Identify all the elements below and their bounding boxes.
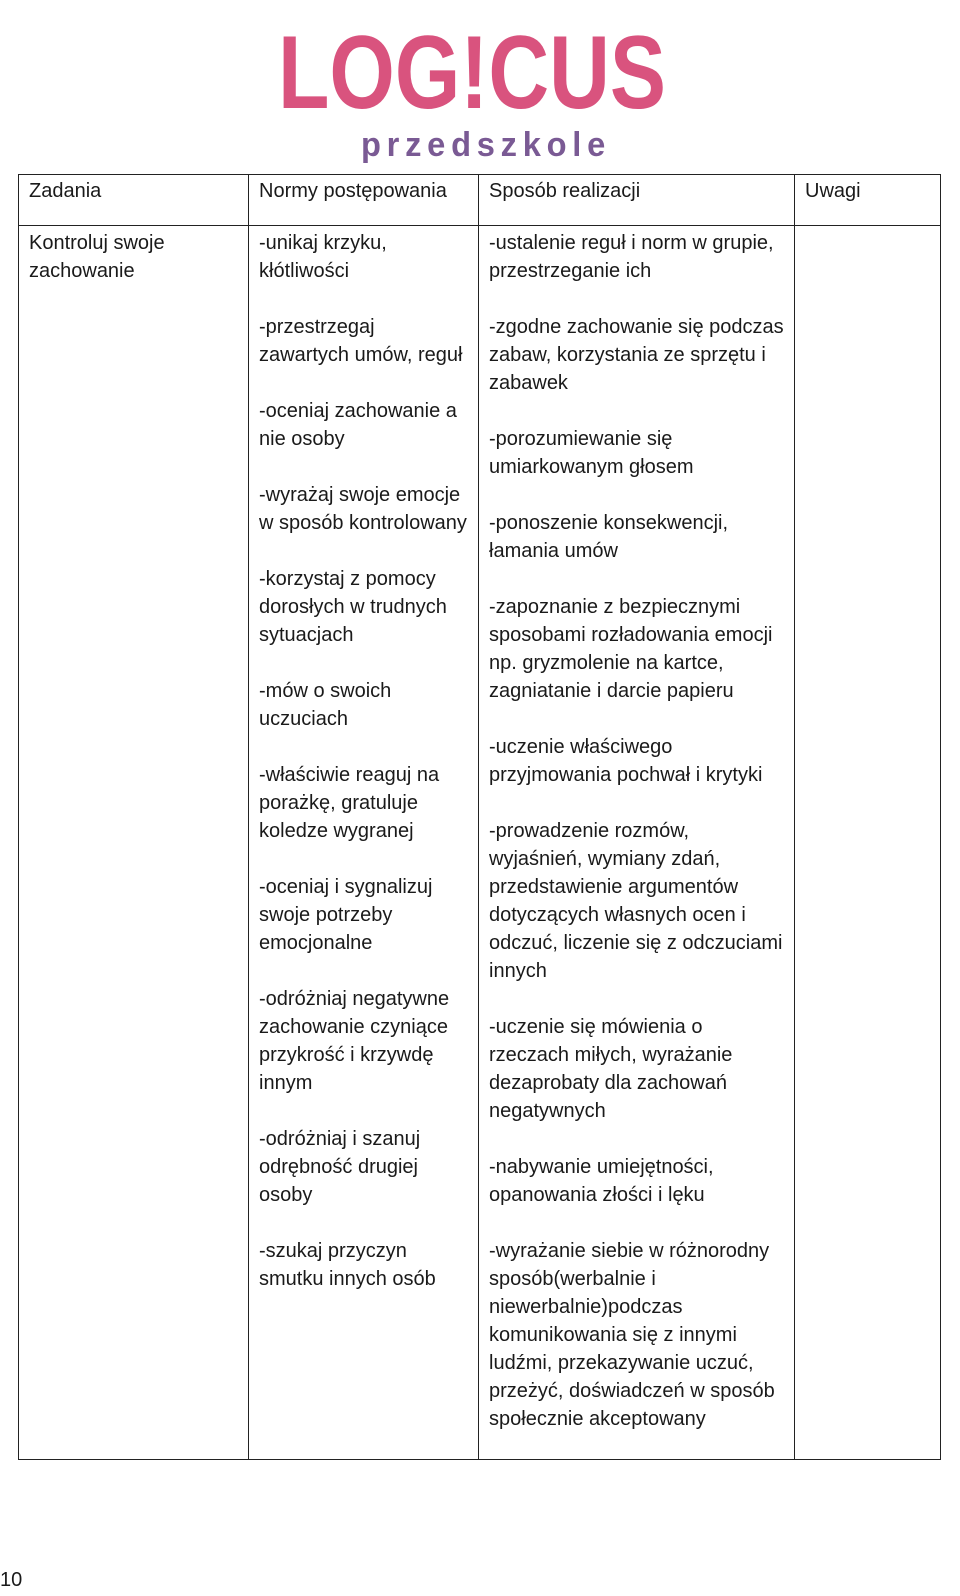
task-text: Kontroluj swoje zachowanie [29, 232, 165, 282]
norms-cell [249, 226, 479, 1460]
logicus-logo [272, 8, 672, 168]
method-item: -uczenie właściwego przyjmowania pochwał i krytyki [489, 736, 763, 786]
column-header-notes: Uwagi [795, 175, 941, 226]
page-number: 10 [0, 1569, 23, 1591]
norm-item: -odróżniaj negatywne zachowanie czyniące przykrość i krzywdę innym [259, 988, 450, 1094]
norm-item: -korzystaj z pomocy dorosłych w trudnych sytuacjach [259, 568, 447, 646]
logo-graphic [272, 8, 672, 168]
column-header-methods: Sposób realizacji [479, 175, 795, 226]
method-item: -porozumiewanie się umiarkowanym głosem [489, 428, 694, 478]
method-item: -zapoznanie z bezpiecznymi sposobami rozładowania emocji np. gryzmolenie na kartce, zagniatanie i darcie papieru [489, 596, 773, 702]
method-item: -prowadzenie rozmów, wyjaśnień, wymiany zdań, przedstawienie argumentów dotyczących własnych ocen i odczuć, liczenie się z odczuciami innych [489, 820, 783, 982]
task-cell [19, 226, 249, 1460]
method-item: -ponoszenie konsekwencji, łamania umów [489, 512, 729, 562]
norm-item: -odróżniaj i szanuj odrębność drugiej osoby [259, 1128, 421, 1206]
notes-cell [795, 226, 941, 1460]
logo-subtitle: przedszkole [361, 126, 611, 164]
method-item: -wyrażanie siebie w różnorodny sposób(werbalnie i niewerbalnie)podczas komunikowania się z innymi ludźmi, przekazywanie uczuć, przeżyć, doświadczeń w sposób społecznie akceptowany [489, 1240, 775, 1430]
norm-item: -unikaj krzyku, kłótliwości [259, 232, 387, 282]
logo-wordmark: LOG!CUS [278, 15, 666, 131]
norm-item: -przestrzegaj zawartych umów, reguł [259, 316, 463, 366]
methods-cell [479, 226, 795, 1460]
method-item: -nabywanie umiejętności, opanowania złości i lęku [489, 1156, 714, 1206]
table-header-row [19, 175, 941, 226]
norm-item: -właściwie reaguj na porażkę, gratuluje koledze wygranej [259, 764, 440, 842]
method-item: -zgodne zachowanie się podczas zabaw, korzystania ze sprzętu i zabawek [489, 316, 784, 394]
table-row [19, 226, 941, 1460]
norm-item: -oceniaj zachowanie a nie osoby [259, 400, 457, 450]
norm-item: -mów o swoich uczuciach [259, 680, 392, 730]
column-header-norms: Normy postępowania [249, 175, 479, 226]
method-item: -uczenie się mówienia o rzeczach miłych, wyrażanie dezaprobaty dla zachowań negatywnych [489, 1016, 733, 1122]
education-plan-table [18, 174, 941, 1460]
norm-item: -wyrażaj swoje emocje w sposób kontrolowany [259, 484, 467, 534]
norm-item: -oceniaj i sygnalizuj swoje potrzeby emocjonalne [259, 876, 433, 954]
method-item: -ustalenie reguł i norm w grupie, przestrzeganie ich [489, 232, 774, 282]
norm-item: -szukaj przyczyn smutku innych osób [259, 1240, 436, 1290]
column-header-tasks: Zadania [19, 175, 249, 226]
